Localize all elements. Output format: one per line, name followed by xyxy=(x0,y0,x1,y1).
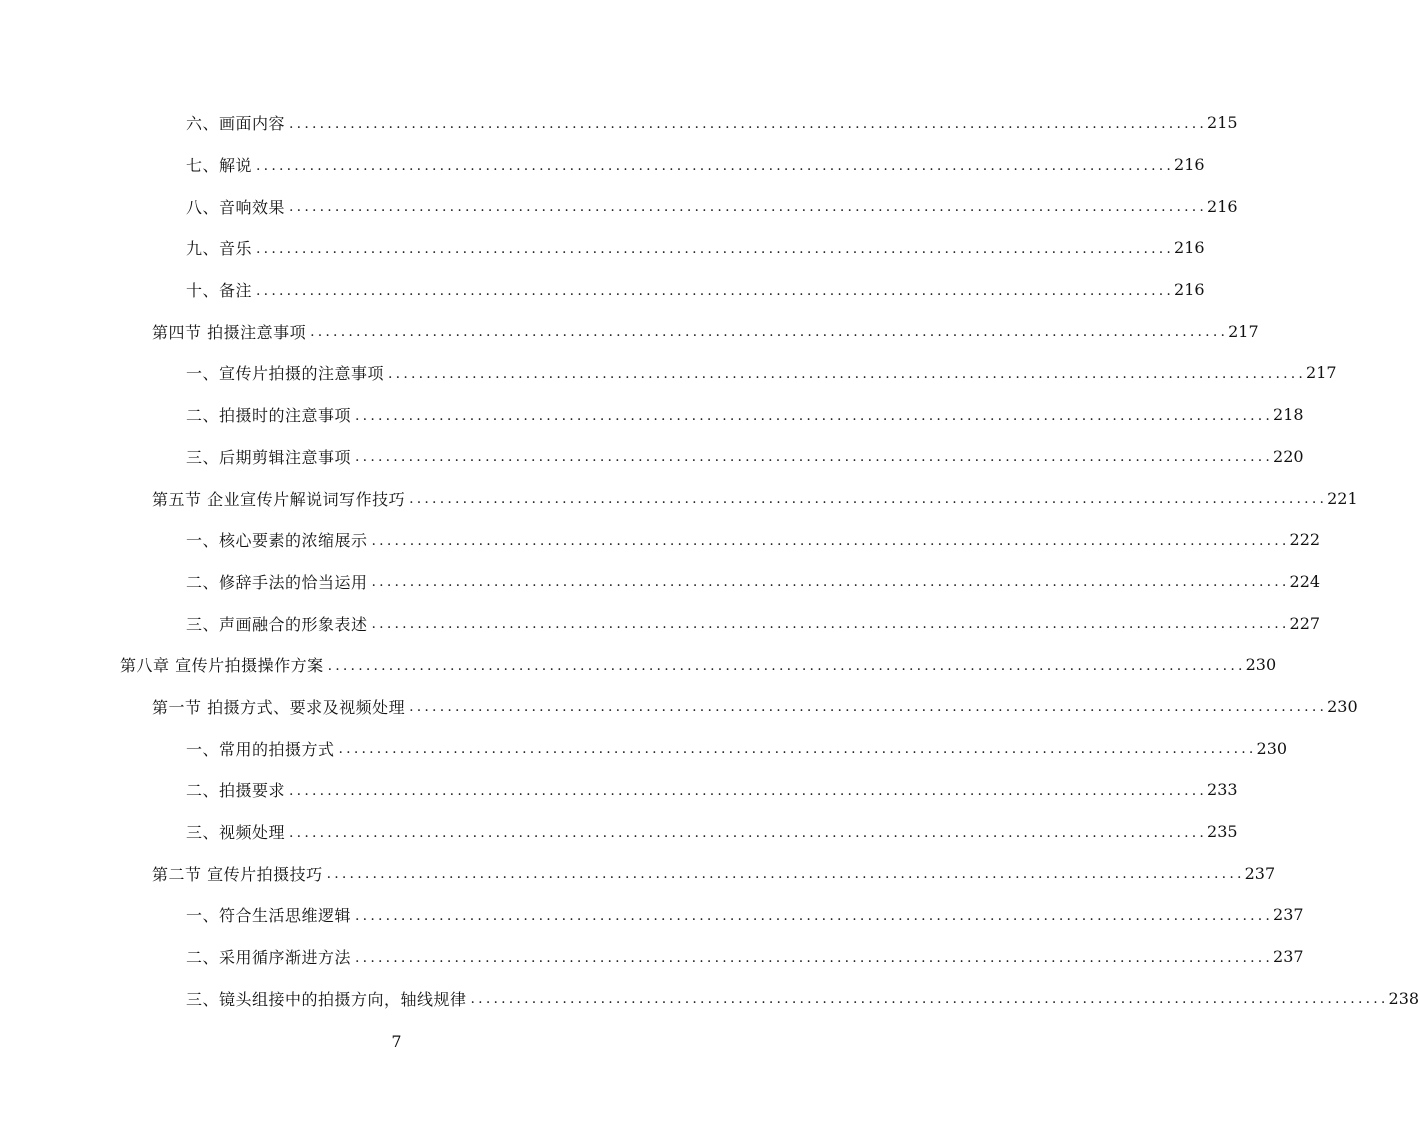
toc-entry-title: 二、修辞手法的恰当运用 xyxy=(186,572,368,592)
toc-entry-title: 一、常用的拍摄方式 xyxy=(186,739,335,759)
toc-dot-leader: ........................................................................................................................ xyxy=(326,866,1245,883)
toc-entry-title: 一、宣传片拍摄的注意事项 xyxy=(186,364,385,384)
toc-entry-title: 七、解说 xyxy=(186,156,253,176)
toc-dot-leader: ........................................................................................................................ xyxy=(256,157,1175,174)
toc-dot-leader: ........................................................................................................................ xyxy=(409,699,1328,716)
toc-entry-title: 一、核心要素的浓缩展示 xyxy=(186,531,368,551)
toc-entry-page: 230 xyxy=(1256,738,1288,758)
table-of-contents xyxy=(0,102,1419,1019)
toc-entry[interactable] xyxy=(0,936,1304,978)
toc-entry[interactable] xyxy=(0,436,1304,478)
toc-entry-page: 235 xyxy=(1207,822,1238,842)
toc-entry[interactable] xyxy=(0,269,1205,311)
toc-entry-title: 三、声画融合的形象表述 xyxy=(186,614,368,634)
toc-entry-page: 216 xyxy=(1207,196,1238,216)
toc-entry-page: 233 xyxy=(1207,780,1238,800)
toc-entry-page: 218 xyxy=(1273,405,1304,425)
toc-entry[interactable] xyxy=(0,352,1337,394)
toc-entry-title: 一、符合生活思维逻辑 xyxy=(186,906,352,926)
toc-dot-leader: ........................................................................................................................ xyxy=(371,532,1290,549)
toc-entry-title: 二、采用循序渐进方法 xyxy=(186,948,352,968)
toc-entry-title: 二、拍摄时的注意事项 xyxy=(186,406,352,426)
toc-entry[interactable] xyxy=(0,602,1321,644)
toc-dot-leader: ........................................................................................................................ xyxy=(388,365,1307,382)
toc-entry-page: 238 xyxy=(1388,988,1419,1008)
toc-entry[interactable] xyxy=(0,394,1304,436)
page-number: 7 xyxy=(391,1032,402,1051)
toc-entry-page: 224 xyxy=(1289,571,1321,591)
toc-entry-page: 237 xyxy=(1244,863,1276,883)
toc-entry-title: 六、画面内容 xyxy=(186,114,286,134)
toc-entry-title: 九、音乐 xyxy=(186,239,253,259)
toc-entry-title: 二、拍摄要求 xyxy=(186,781,286,801)
toc-entry[interactable] xyxy=(0,852,1276,894)
toc-entry-page: 227 xyxy=(1289,613,1321,633)
toc-entry-page: 216 xyxy=(1174,238,1205,258)
toc-entry-title: 三、镜头组接中的拍摄方向，轴线规律 xyxy=(186,989,467,1009)
toc-entry[interactable] xyxy=(0,769,1238,811)
toc-dot-leader: ........................................................................................................................ xyxy=(310,324,1229,341)
toc-dot-leader: ........................................................................................................................ xyxy=(327,657,1246,674)
toc-dot-leader: ........................................................................................................................ xyxy=(355,949,1274,966)
toc-entry-title: 第五节 企业宣传片解说词写作技巧 xyxy=(152,489,406,509)
toc-dot-leader: ........................................................................................................................ xyxy=(355,449,1274,466)
toc-entry-title: 第二节 宣传片拍摄技巧 xyxy=(152,864,323,884)
toc-entry-page: 216 xyxy=(1174,155,1205,175)
toc-entry-title: 十、备注 xyxy=(186,281,253,301)
toc-entry-page: 237 xyxy=(1273,905,1304,925)
toc-entry[interactable] xyxy=(0,894,1304,936)
toc-entry-page: 222 xyxy=(1289,530,1321,550)
toc-dot-leader: ........................................................................................................................ xyxy=(289,115,1208,132)
toc-dot-leader: ........................................................................................................................ xyxy=(289,199,1208,216)
toc-entry-title: 第四节 拍摄注意事项 xyxy=(152,322,307,342)
toc-entry-title: 第八章 宣传片拍摄操作方案 xyxy=(120,656,324,676)
toc-entry[interactable] xyxy=(0,561,1321,603)
toc-entry[interactable] xyxy=(0,102,1238,144)
toc-dot-leader: ........................................................................................................................ xyxy=(256,240,1175,257)
toc-entry[interactable] xyxy=(0,185,1238,227)
toc-entry-page: 230 xyxy=(1245,655,1277,675)
toc-entry-page: 215 xyxy=(1207,113,1238,133)
toc-entry[interactable] xyxy=(0,644,1277,686)
toc-entry-title: 第一节 拍摄方式、要求及视频处理 xyxy=(152,697,406,717)
toc-dot-leader: ........................................................................................................................ xyxy=(256,282,1175,299)
toc-entry[interactable] xyxy=(0,686,1358,728)
toc-entry-page: 216 xyxy=(1174,280,1205,300)
toc-entry[interactable] xyxy=(0,977,1419,1019)
toc-entry-title: 三、后期剪辑注意事项 xyxy=(186,447,352,467)
toc-entry-title: 八、音响效果 xyxy=(186,197,286,217)
toc-entry[interactable] xyxy=(0,727,1288,769)
toc-entry[interactable] xyxy=(0,477,1358,519)
toc-entry[interactable] xyxy=(0,144,1205,186)
toc-entry-page: 237 xyxy=(1273,947,1304,967)
toc-entry[interactable] xyxy=(0,811,1238,853)
toc-dot-leader: ........................................................................................................................ xyxy=(355,907,1274,924)
toc-entry-page: 220 xyxy=(1273,446,1304,466)
toc-entry[interactable] xyxy=(0,310,1259,352)
toc-dot-leader: ........................................................................................................................ xyxy=(371,616,1290,633)
toc-entry-title: 三、视频处理 xyxy=(186,823,286,843)
toc-dot-leader: ........................................................................................................................ xyxy=(409,491,1328,508)
toc-entry-page: 221 xyxy=(1327,488,1358,508)
toc-entry[interactable] xyxy=(0,227,1205,269)
toc-dot-leader: ........................................................................................................................ xyxy=(371,574,1290,591)
toc-dot-leader: ........................................................................................................................ xyxy=(355,407,1274,424)
toc-entry-page: 230 xyxy=(1327,696,1358,716)
toc-entry-page: 217 xyxy=(1306,363,1337,383)
toc-entry[interactable] xyxy=(0,519,1321,561)
toc-dot-leader: ........................................................................................................................ xyxy=(470,991,1389,1008)
toc-entry-page: 217 xyxy=(1228,321,1259,341)
toc-dot-leader: ........................................................................................................................ xyxy=(338,741,1257,758)
toc-dot-leader: ........................................................................................................................ xyxy=(289,824,1208,841)
toc-dot-leader: ........................................................................................................................ xyxy=(289,782,1208,799)
